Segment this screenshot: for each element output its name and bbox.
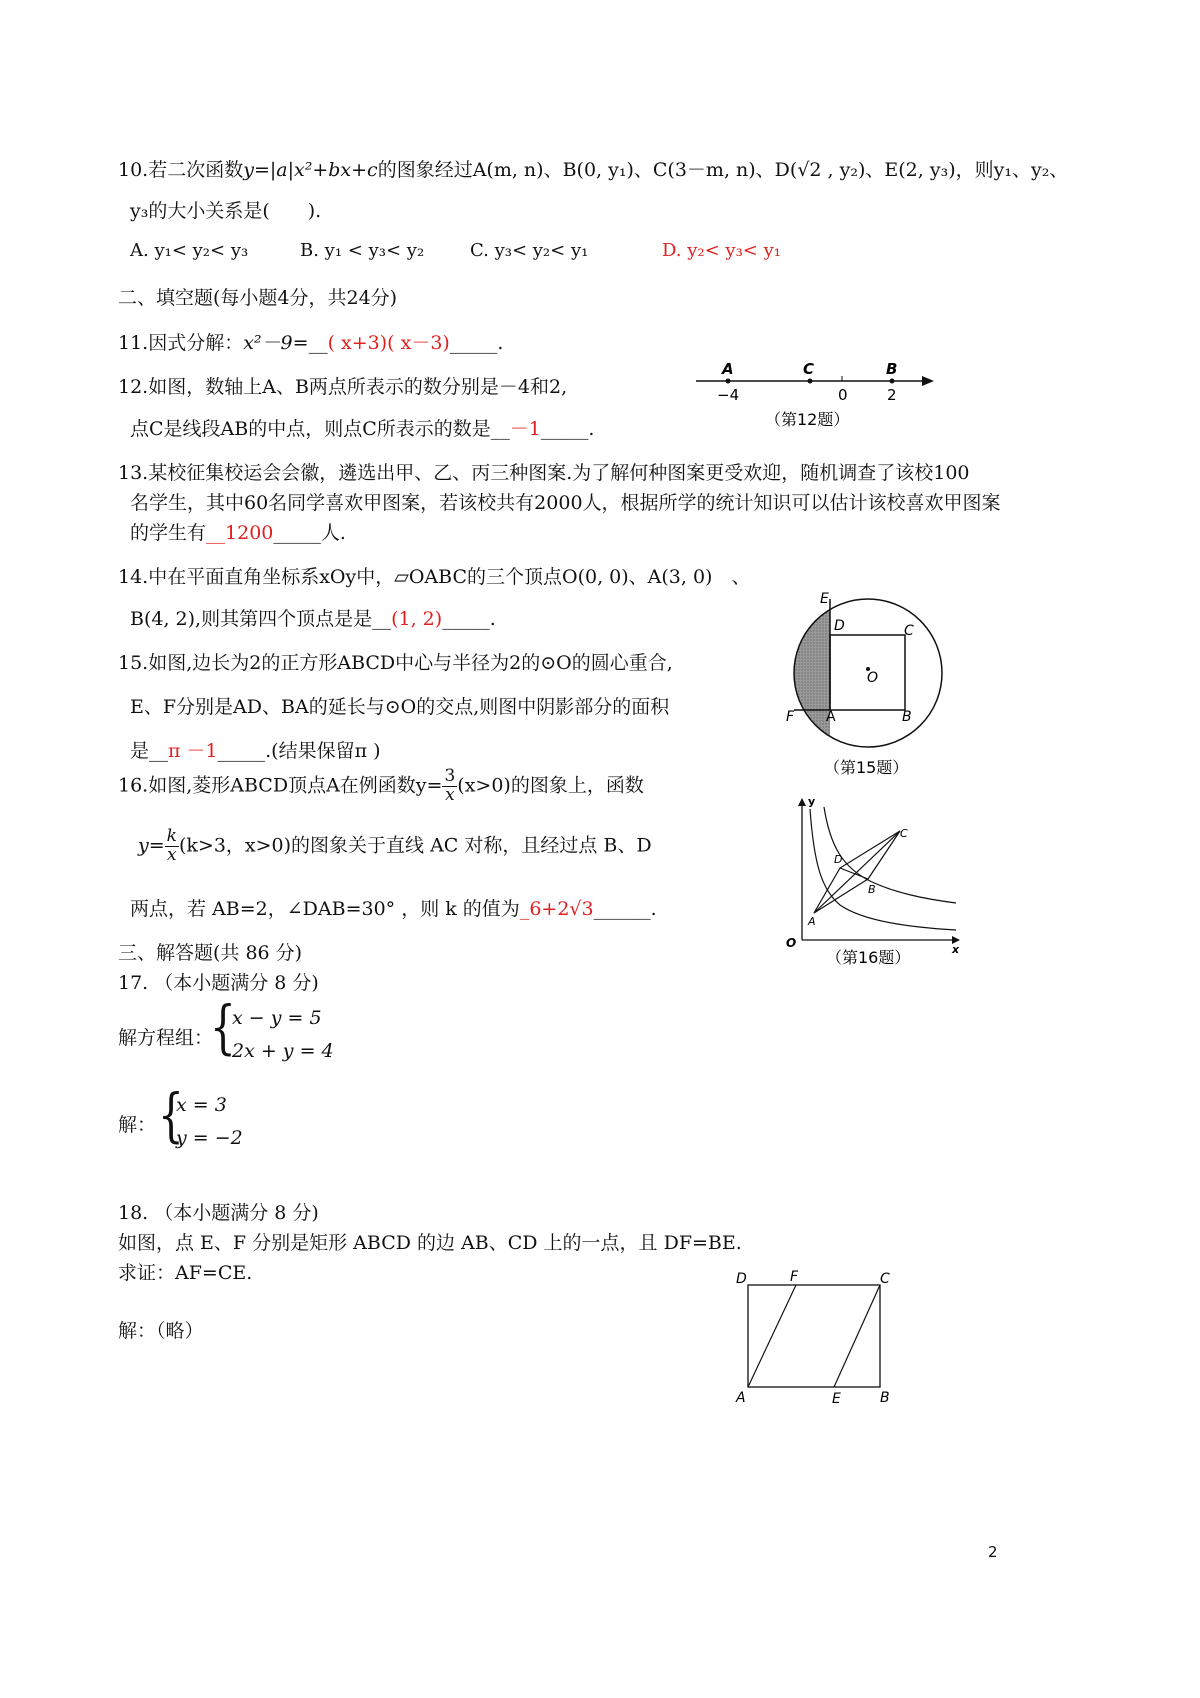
q17-solution-label: 解： [118,1114,157,1136]
label-d: D [834,853,843,866]
q17-eq2: 2x + y = 4 [232,1040,334,1062]
q10-function: y=|a|x²+bx+c [243,159,378,181]
rectangle-abcd [748,1285,880,1387]
q17-sol2: y = −2 [176,1127,243,1149]
label-y: y [808,795,816,808]
label-c: C [880,1271,890,1287]
q10-option-d-answer: D. y₂< y₃< y₁ [662,240,781,261]
q10-line2: y₃的大小关系是( ). [130,200,322,222]
fig15-caption: （第15题） [824,758,909,777]
q18-line1: 如图，点 E、F 分别是矩形 ABCD 的边 AB、CD 上的一点，且 DF=BE. [118,1232,742,1254]
q15-line3: 是__π －1_____.(结果保留π ) [130,740,381,762]
q17-brace: { [210,993,236,1061]
label-c: C [900,827,908,840]
label-d: D [834,618,845,634]
q17-title: 17. （本小题满分 8 分) [118,972,319,994]
q10-option-a: A. y₁< y₂< y₃ [130,240,249,261]
q16-answer: _6+2√3 [519,898,594,920]
label-f: F [790,1269,799,1285]
label-o: O [867,670,879,686]
q18-solution: 解：（略） [118,1320,204,1342]
point-a-dot [726,379,731,384]
q13-answer: 1200 [225,522,274,544]
q15-line2: E、F分别是AD、BA的延长与⊙O的交点,则图中阴影部分的面积 [130,696,670,718]
q18-title: 18. （本小题满分 8 分) [118,1202,319,1224]
tick-label-0: 0 [838,386,848,404]
curve-k [824,807,956,903]
section-2-heading: 二、填空题(每小题4分，共24分) [118,287,398,309]
tick-label-b: 2 [887,386,897,404]
label-a: A [826,709,836,725]
label-b: B [886,360,898,378]
label-e: E [820,591,829,607]
q17-eq1: x − y = 5 [232,1007,322,1029]
q17-prompt: 解方程组： [118,1027,214,1049]
point-b-dot [890,379,895,384]
q14-line2: B(4, 2),则其第四个顶点是是__(1, 2)_____. [130,608,496,630]
q14-answer: (1, 2) [391,608,443,630]
label-x: x [952,943,960,956]
label-f: F [786,709,795,725]
q17-sol1: x = 3 [176,1094,227,1116]
q15-answer: π －1 [168,740,218,762]
section-3-heading: 三、解答题(共 86 分) [118,942,303,964]
q16-line3: 两点，若 AB=2，∠DAB=30° ，则 k 的值为_6+2√3______. [130,898,657,920]
label-e: E [832,1391,841,1405]
tick-label-a: −4 [717,386,740,404]
label-a: A [808,915,816,928]
q13-line2: 名学生，其中60名同学喜欢甲图案，若该校共有2000人，根据所学的统计知识可以估计该校喜欢甲图案 [130,492,1001,514]
q16-line2: y= $\frac{k}{x}$ (k>3，x>0)的图象关于直线 AC 对称，且经过点 B、D [138,826,652,865]
q17-solution-brace: { [158,1081,184,1149]
label-a: A [722,360,734,378]
label-b: B [902,709,912,725]
page-number: 2 [988,1543,998,1561]
q18-rectangle-figure [730,1265,905,1405]
label-a: A [736,1390,746,1405]
fraction-3-over-x: $\frac{3}{x}$ [444,766,456,805]
shaded-region [780,585,830,765]
label-b: B [868,883,876,896]
q11: 11.因式分解：x²－9=__( x+3)( x－3)_____. [118,332,504,354]
q10-option-c: C. y₃< y₂< y₁ [470,240,589,261]
q12-answer: －1 [509,418,541,440]
label-o: O [786,936,797,950]
q10-line1: 10.若二次函数y=|a|x²+bx+c的图象经过A(m, n)、B(0, y₁)、C(3－m, n)、D(√2 , y₂)、E(2, y₃)，则y₁、y₂、 [118,159,1069,181]
point-c-dot [808,379,813,384]
q13-line1: 13.某校征集校运会会徽，遴选出甲、乙、丙三种图案.为了解何种图案更受欢迎，随机调查了该校100 [118,462,970,484]
curve-k3 [810,809,956,930]
label-c: C [803,360,815,378]
label-b: B [880,1390,890,1405]
segment-af [748,1285,796,1387]
segment-ce [834,1285,880,1387]
fraction-k-over-x: $\frac{k}{x}$ [166,826,177,865]
q12-line2: 点C是线段AB的中点，则点C所表示的数是__－1_____. [130,418,595,440]
label-c: C [904,623,914,639]
q12-line1: 12.如图，数轴上A、B两点所表示的数分别是－4和2, [118,376,568,398]
q15-line1: 15.如图,边长为2的正方形ABCD中心与半径为2的⊙O的圆心重合, [118,652,673,674]
label-d: D [736,1271,747,1287]
fig16-caption: （第16题） [826,948,911,967]
q13-line3: 的学生有__1200_____人. [130,522,346,544]
q16-line1: 16.如图,菱形ABCD顶点A在例函数y= $\frac{3}{x}$ (x>0)的图象上，函数 [118,766,644,805]
q16-hyperbola-rhombus-figure [780,795,960,970]
q12-number-line-figure [690,355,950,435]
q18-line2: 求证：AF=CE. [118,1262,253,1284]
fig12-caption: （第12题） [765,410,850,429]
q14-line1: 14.中在平面直角坐标系xOy中，▱OABC的三个顶点O(0, 0)、A(3, 0) 、 [118,566,751,588]
q11-answer: ( x+3)( x－3) [327,332,450,354]
q15-circle-square-figure [780,585,960,785]
q10-option-b: B. y₁ < y₃< y₂ [300,240,425,261]
